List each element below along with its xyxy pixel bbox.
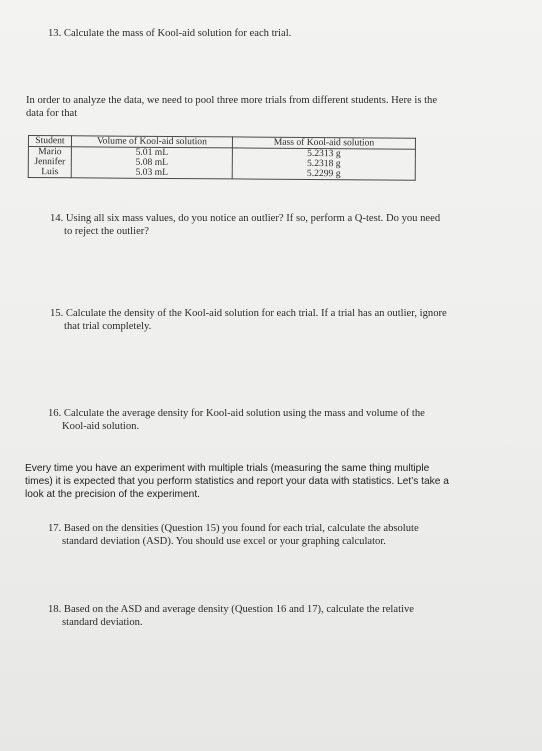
cell-mass: 5.2299 g — [232, 168, 415, 180]
question-14-line-2: to reject the outlier? — [64, 226, 150, 237]
question-15-line-2: that trial completely. — [64, 321, 152, 332]
question-17-line-2: standard deviation (ASD). You should use excel or your graphing calculator. — [62, 536, 386, 547]
header-student: Student — [28, 136, 71, 147]
intro-line-2: data for that — [26, 108, 78, 119]
statistics-intro-line-1: Every time you have an experiment with multiple trials (measuring the same thing multiple — [25, 463, 430, 474]
cell-volume: 5.08 mL — [71, 157, 232, 168]
question-16-line-1: 16. Calculate the average density for Kool-aid solution using the mass and volume of the — [48, 408, 425, 419]
statistics-intro-paragraph — [25, 462, 449, 501]
question-14 — [50, 212, 440, 238]
cell-volume: 5.03 mL — [71, 167, 232, 179]
question-13-text: 13. Calculate the mass of Kool-aid solution for each trial. — [48, 28, 292, 39]
statistics-intro-line-2: times) it is expected that you perform statistics and report your data with statistics. Let’s take a — [25, 476, 449, 487]
cell-mass: 5.2318 g — [232, 158, 415, 169]
question-16 — [48, 407, 425, 433]
table-row — [28, 167, 415, 180]
question-18-line-2: standard deviation. — [62, 617, 143, 628]
intro-paragraph — [26, 94, 437, 120]
cell-student: Jennifer — [28, 157, 71, 167]
pooled-data-table — [28, 135, 416, 181]
question-14-line-1: 14. Using all six mass values, do you notice an outlier? If so, perform a Q-test. Do you need — [50, 213, 441, 224]
header-mass: Mass of Kool-aid solution — [232, 137, 415, 149]
cell-mass: 5.2313 g — [232, 148, 415, 160]
cell-student: Mario — [28, 147, 71, 158]
cell-volume: 5.01 mL — [71, 147, 232, 159]
question-15 — [50, 307, 447, 333]
question-18-line-1: 18. Based on the ASD and average density (Question 16 and 17), calculate the relative — [48, 604, 414, 615]
question-16-line-2: Kool-aid solution. — [62, 421, 140, 432]
question-17-line-1: 17. Based on the densities (Question 15) you found for each trial, calculate the absolute — [48, 523, 419, 534]
header-volume: Volume of Kool-aid solution — [71, 136, 232, 148]
statistics-intro-line-3: look at the precision of the experiment. — [25, 489, 200, 500]
question-17 — [48, 522, 419, 548]
question-18 — [48, 603, 414, 629]
question-13 — [48, 27, 291, 40]
intro-line-1: In order to analyze the data, we need to pool three more trials from different students. Here is the — [26, 95, 438, 106]
question-15-line-1: 15. Calculate the density of the Kool-aid solution for each trial. If a trial has an outlier, ignore — [50, 308, 447, 319]
cell-student: Luis — [28, 167, 71, 178]
